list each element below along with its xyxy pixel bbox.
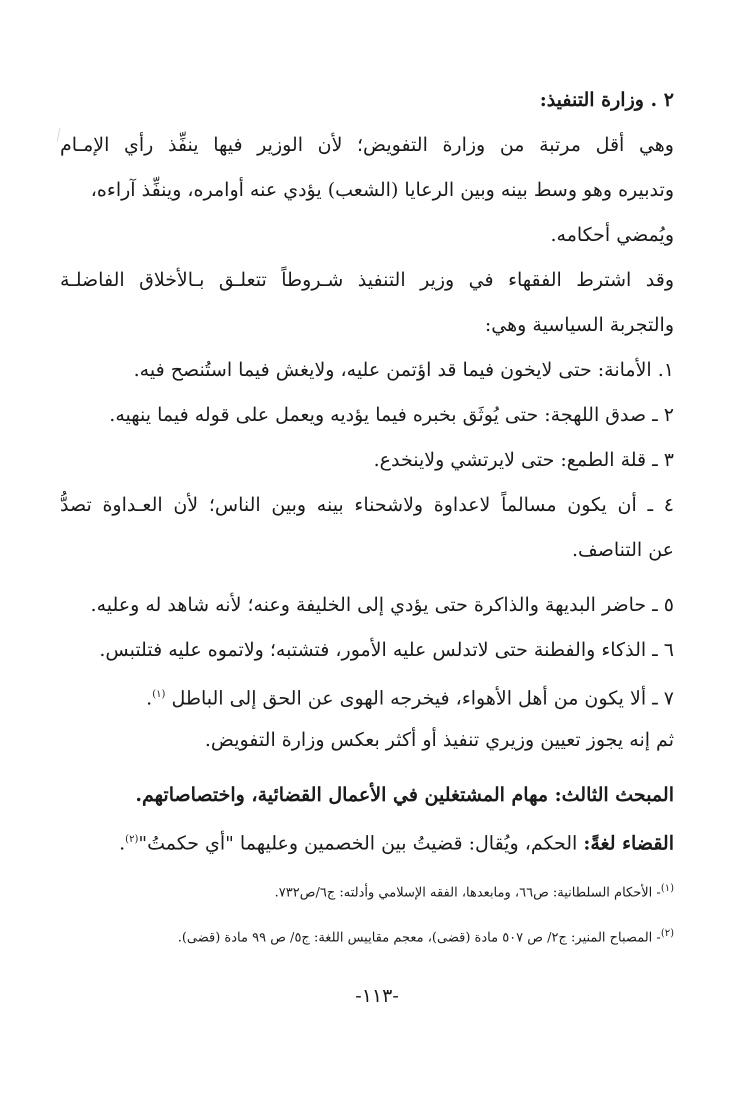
chapter-heading: المبحث الثالث: مهام المشتغلين في الأعمال القضائية، واختصاصاتهم.	[135, 784, 674, 806]
definition-line	[60, 828, 674, 855]
condition-4-line2: عن التناصف.	[571, 539, 674, 561]
paragraph1-line3: ويُمضي أحكامه.	[550, 224, 674, 246]
condition-7-end: .	[146, 687, 153, 710]
condition-2: ٢ ـ صدق اللهجة: حتى يُوثَق بخبره فيما يؤديه ويعمل على قوله فيما ينهيه.	[109, 404, 674, 426]
footnote-ref-2: (٢)	[125, 834, 139, 845]
section-heading: ٢ . وزارة التنفيذ:	[539, 89, 674, 111]
footnote-2	[60, 925, 674, 947]
condition-1: ١. الأمانة: حتى لايخون فيما قد اؤتمن عليه، ولايغش فيما استُنصح فيه.	[133, 359, 674, 381]
footnote-1	[60, 880, 674, 902]
closing-sentence: ثم إنه يجوز تعيين وزيري تنفيذ أو أكثر بعكس وزارة التفويض.	[204, 729, 674, 751]
paragraph2-line1: وقد اشترط الفقهاء في وزير التنفيذ شـروطاً تتعلـق بـالأخلاق الفاضلـة	[60, 269, 674, 291]
condition-3: ٣ ـ قلة الطمع: حتى لايرتشي ولاينخدع.	[373, 449, 674, 471]
paragraph1-line1: وهي أقل مرتبة من وزارة التفويض؛ لأن الوزير فيها ينفِّذ رأي الإمـام	[60, 134, 674, 156]
footnote-ref-1: (١)	[152, 689, 166, 700]
paragraph1-line2: وتدبيره وهو وسط بينه وبين الرعايا (الشعب) يؤدي عنه أوامره، وينفِّذ آراءه،	[90, 179, 674, 201]
condition-4-line1: ٤ ـ أن يكون مسالماً لاعداوة ولاشحناء بينه وبين الناس؛ لأن العـداوة تصدُّ	[60, 494, 674, 516]
footnote-2-text: - المصباح المنير: ج٢/ ص ٥٠٧ مادة (قضى)، معجم مقاييس اللغة: ج٥/ ص ٩٩ مادة (قضى).	[177, 930, 661, 946]
definition-text: الحكم، ويُقال: قضيتُ بين الخصمين وعليهما "أي حكمتُ"	[138, 832, 578, 855]
paragraph2-line2: والتجربة السياسية وهي:	[484, 314, 674, 336]
condition-7-text: ٧ ـ ألا يكون من أهل الأهواء، فيخرجه الهوى عن الحق إلى الباطل	[171, 687, 674, 710]
footnote-2-ref: (٢)	[660, 928, 674, 939]
definition-term: القضاء لغةً:	[583, 832, 674, 855]
page-number: -١١٣-	[355, 985, 399, 1007]
condition-6: ٦ ـ الذكاء والفطنة حتى لاتدلس عليه الأمور، فتشتبه؛ ولاتموه عليه فتلتبس.	[99, 639, 674, 661]
condition-5: ٥ ـ حاضر البديهة والذاكرة حتى يؤدي إلى الخليفة وعنه؛ لأنه شاهد له وعليه.	[90, 594, 674, 616]
footnote-1-ref: (١)	[660, 883, 674, 894]
footnote-1-text: - الأحكام السلطانية: ص٦٦، ومابعدها، الفقه الإسلامي وأدلته: ج٦/ص٧٣٢.	[274, 885, 661, 901]
definition-end: .	[119, 832, 126, 855]
condition-7	[60, 683, 674, 710]
